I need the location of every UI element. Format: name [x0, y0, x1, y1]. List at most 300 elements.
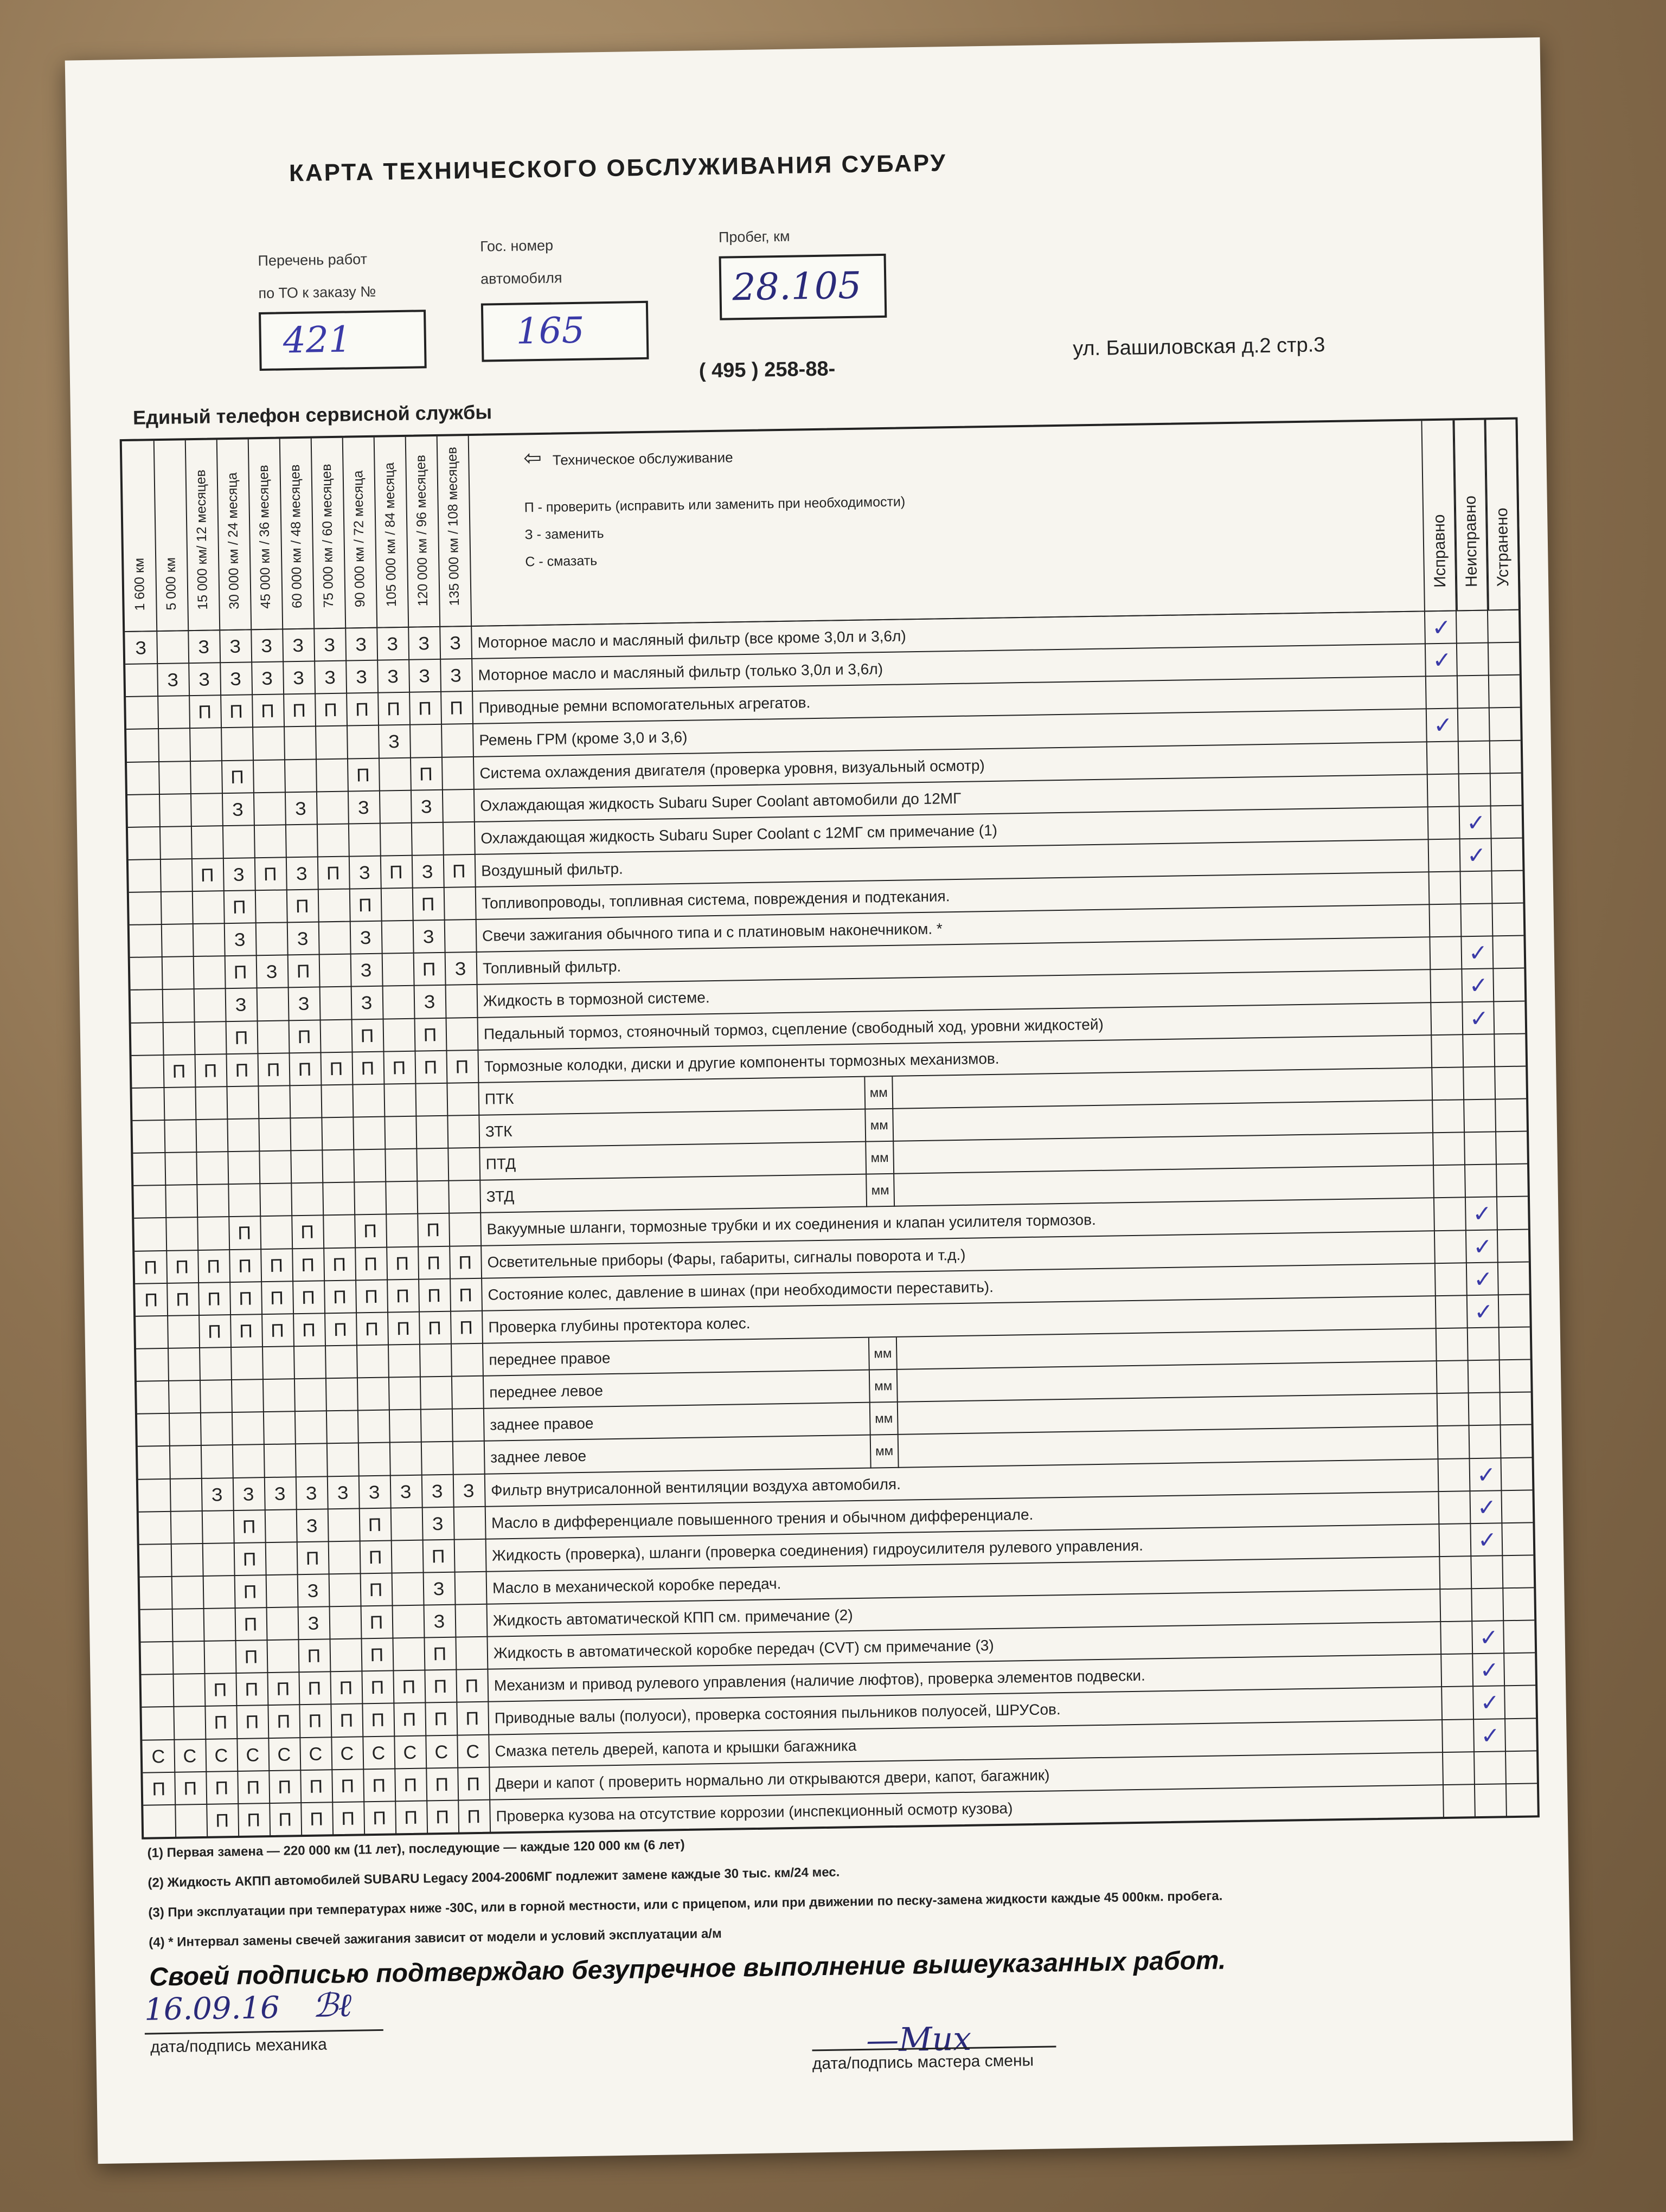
interval-cell — [347, 726, 380, 759]
interval-cell — [416, 1149, 449, 1182]
interval-cell: П — [286, 890, 319, 923]
interval-cell: П — [323, 1248, 356, 1281]
interval-cell: З — [358, 1476, 392, 1509]
status-cell-2[interactable] — [1502, 1555, 1535, 1589]
interval-cell — [190, 794, 223, 827]
interval-header-label: 90 000 км / 72 месяца — [350, 470, 368, 608]
status-cell-2[interactable] — [1489, 708, 1522, 741]
interval-cell: З — [350, 954, 383, 987]
interval-cell — [222, 826, 255, 859]
service-item-description: ПТД — [485, 1155, 516, 1173]
status-cell-0[interactable] — [1442, 1752, 1475, 1785]
status-cell-0[interactable] — [1425, 677, 1458, 710]
status-cell-1[interactable] — [1471, 1621, 1504, 1654]
order-label-1: Перечень работ — [258, 250, 368, 269]
interval-cell: З — [297, 1574, 330, 1607]
interval-cell — [453, 1507, 486, 1540]
status-cell-2[interactable] — [1501, 1458, 1534, 1491]
status-cell-2[interactable] — [1495, 1132, 1528, 1165]
interval-cell — [385, 1182, 418, 1215]
interval-cell — [390, 1508, 424, 1541]
status-cell-2[interactable] — [1494, 1034, 1527, 1067]
status-cell-1[interactable] — [1460, 937, 1494, 970]
status-cell-2[interactable] — [1498, 1295, 1531, 1328]
service-item-description: Жидкость в автоматической коробке передач (CVT) см примечание (3) — [493, 1637, 994, 1662]
status-cell-0[interactable] — [1440, 1654, 1473, 1687]
interval-cell: П — [419, 1312, 452, 1345]
status-cell-2[interactable] — [1492, 969, 1526, 1002]
status-cell-0[interactable] — [1428, 872, 1462, 905]
status-cell-2[interactable] — [1499, 1360, 1532, 1393]
status-cell-0[interactable] — [1438, 1524, 1471, 1557]
service-phone-label: Единый телефон сервисной службы — [132, 401, 492, 429]
status-cell-1[interactable] — [1474, 1784, 1507, 1817]
interval-cell: З — [296, 1477, 329, 1510]
status-cell-1[interactable] — [1456, 611, 1489, 644]
interval-cell — [203, 1576, 236, 1609]
interval-cell — [388, 1345, 421, 1378]
interval-cell: П — [351, 1019, 385, 1052]
status-cell-1[interactable] — [1462, 1034, 1495, 1068]
status-cell-0[interactable] — [1430, 970, 1463, 1003]
status-cell-0[interactable] — [1437, 1426, 1470, 1459]
interval-cell: П — [410, 757, 443, 790]
interval-header-label: 1 600 км — [131, 557, 148, 611]
status-cell-0[interactable] — [1441, 1687, 1474, 1720]
interval-cell — [320, 1020, 353, 1053]
interval-cell: П — [359, 1508, 392, 1541]
status-cell-2[interactable] — [1491, 871, 1524, 904]
status-cell-0[interactable] — [1440, 1622, 1473, 1655]
checkmark-icon: ✓ — [1473, 1298, 1494, 1324]
interval-cell: П — [287, 955, 321, 988]
interval-cell — [129, 892, 162, 925]
status-cell-2[interactable] — [1497, 1262, 1530, 1295]
status-cell-2[interactable] — [1495, 1099, 1528, 1132]
interval-cell: З — [223, 858, 256, 891]
interval-cell: П — [237, 1771, 270, 1804]
interval-cell — [201, 1445, 234, 1478]
interval-cell — [265, 1510, 298, 1543]
interval-cell — [163, 1023, 196, 1056]
interval-cell: П — [166, 1283, 200, 1316]
status-cell-0[interactable] — [1425, 644, 1458, 677]
status-cell-2[interactable] — [1491, 838, 1524, 871]
interval-cell — [200, 1413, 233, 1446]
status-cell-2[interactable] — [1488, 676, 1521, 709]
status-cell-0[interactable] — [1436, 1328, 1469, 1361]
interval-cell — [262, 1379, 296, 1412]
interval-cell — [168, 1348, 201, 1381]
service-phone-number: ( 495 ) 258-88- — [699, 357, 836, 383]
status-cell-1[interactable] — [1464, 1133, 1497, 1166]
mileage-box[interactable] — [719, 254, 887, 320]
status-cell-1[interactable] — [1464, 1165, 1497, 1198]
status-header-2 — [1484, 420, 1520, 610]
status-cell-0[interactable] — [1432, 1100, 1465, 1133]
status-cell-1[interactable] — [1473, 1752, 1507, 1785]
legend-lubricate: С - смазать — [525, 553, 598, 570]
service-item-description: Проверка глубины протектора колес. — [488, 1314, 751, 1336]
status-cell-2[interactable] — [1502, 1588, 1535, 1621]
interval-cell: П — [166, 1251, 199, 1284]
status-cell-1[interactable] — [1472, 1654, 1505, 1687]
interval-cell: П — [289, 1053, 322, 1086]
status-cell-2[interactable] — [1489, 741, 1522, 774]
status-cell-0[interactable] — [1441, 1720, 1475, 1753]
status-cell-2[interactable] — [1490, 806, 1523, 839]
interval-cell: П — [230, 1315, 263, 1348]
status-cell-1[interactable] — [1462, 1002, 1495, 1035]
status-cell-2[interactable] — [1496, 1165, 1529, 1198]
interval-cell — [326, 1444, 360, 1477]
interval-cell — [193, 956, 226, 989]
status-header-label: Исправно — [1430, 514, 1450, 588]
status-cell-1[interactable] — [1460, 872, 1493, 905]
interval-cell: П — [450, 1278, 483, 1311]
interval-cell: З — [412, 856, 445, 889]
status-cell-1[interactable] — [1470, 1556, 1503, 1589]
interval-cell: П — [422, 1540, 456, 1573]
checkmark-icon: ✓ — [1476, 1461, 1496, 1488]
status-cell-2[interactable] — [1500, 1425, 1533, 1458]
interval-cell: П — [352, 1052, 385, 1085]
status-cell-0[interactable] — [1428, 905, 1462, 938]
interval-cell — [170, 1512, 203, 1545]
status-cell-2[interactable] — [1504, 1719, 1537, 1752]
interval-cell: П — [252, 695, 285, 728]
status-cell-2[interactable] — [1503, 1621, 1536, 1654]
interval-cell — [262, 1347, 295, 1380]
status-cell-0[interactable] — [1433, 1198, 1466, 1231]
interval-cell — [293, 1346, 326, 1379]
interval-cell: З — [256, 956, 289, 989]
interval-cell: П — [197, 1250, 230, 1283]
interval-cell: П — [293, 1314, 326, 1347]
mileage-label: Пробег, км — [718, 228, 790, 246]
service-item-description: Топливопроводы, топливная система, повреждения и подтекания. — [481, 888, 950, 912]
status-cell-0[interactable] — [1427, 807, 1460, 840]
status-cell-0[interactable] — [1439, 1589, 1472, 1622]
interval-cell — [389, 1410, 422, 1443]
interval-cell: З — [314, 661, 347, 695]
interval-cell — [454, 1540, 487, 1573]
interval-cell — [291, 1184, 324, 1217]
interval-cell — [265, 1542, 298, 1576]
status-cell-2[interactable] — [1500, 1393, 1533, 1426]
interval-cell: З — [233, 1478, 266, 1511]
interval-cell — [328, 1541, 361, 1574]
status-cell-1[interactable] — [1465, 1198, 1498, 1231]
interval-cell — [383, 1084, 416, 1117]
order-label-2: по ТО к заказу № — [258, 283, 376, 302]
plate-label-2: автомобиля — [480, 269, 562, 287]
interval-cell: П — [393, 1703, 426, 1737]
interval-cell — [190, 761, 223, 794]
interval-cell — [170, 1478, 203, 1512]
status-cell-2[interactable] — [1490, 773, 1523, 806]
interval-cell — [136, 1316, 169, 1349]
interval-cell: З — [408, 627, 441, 660]
interval-cell: П — [317, 857, 350, 890]
status-cell-0[interactable] — [1424, 611, 1457, 644]
status-cell-0[interactable] — [1433, 1166, 1466, 1199]
service-item-description: переднее левое — [489, 1382, 604, 1401]
status-cell-0[interactable] — [1439, 1557, 1472, 1590]
interval-cell — [441, 724, 474, 757]
status-cell-2[interactable] — [1505, 1751, 1538, 1784]
status-cell-0[interactable] — [1443, 1785, 1476, 1818]
interval-cell — [226, 1086, 259, 1120]
interval-cell — [204, 1641, 237, 1674]
interval-cell: З — [445, 953, 478, 986]
status-cell-0[interactable] — [1428, 839, 1461, 872]
status-cell-1[interactable] — [1461, 969, 1494, 1002]
interval-cell: П — [386, 1247, 419, 1280]
status-cell-1[interactable] — [1456, 644, 1489, 677]
status-cell-2[interactable] — [1487, 610, 1520, 644]
status-cell-0[interactable] — [1434, 1231, 1467, 1264]
status-cell-0[interactable] — [1426, 742, 1459, 775]
interval-cell: П — [443, 855, 476, 888]
status-cell-1[interactable] — [1470, 1523, 1503, 1557]
interval-cell — [137, 1414, 170, 1447]
interval-cell — [136, 1349, 169, 1382]
interval-cell: П — [267, 1673, 300, 1706]
interval-cell: З — [453, 1474, 486, 1507]
interval-cell: З — [413, 921, 446, 954]
checkmark-icon: ✓ — [1433, 712, 1453, 738]
interval-cell — [197, 1218, 230, 1251]
status-cell-1[interactable] — [1457, 676, 1490, 709]
status-cell-1[interactable] — [1458, 774, 1491, 807]
status-cell-1[interactable] — [1467, 1328, 1500, 1361]
mechanic-signature-caption: дата/подпись механика — [150, 2035, 327, 2056]
order-number-box[interactable] — [259, 310, 427, 371]
status-cell-1[interactable] — [1463, 1099, 1496, 1133]
status-cell-2[interactable] — [1498, 1327, 1532, 1360]
status-cell-1[interactable] — [1459, 839, 1492, 872]
interval-cell — [384, 1117, 417, 1150]
service-item-description: Свечи зажигания обычного типа и с платиновым наконечником. * — [482, 920, 943, 944]
interval-cell — [156, 631, 189, 664]
interval-cell — [322, 1150, 355, 1184]
status-cell-1[interactable] — [1472, 1687, 1505, 1720]
interval-cell — [169, 1413, 202, 1446]
interval-cell: П — [233, 1510, 266, 1544]
interval-cell: З — [439, 627, 472, 660]
interval-cell — [228, 1184, 261, 1217]
interval-cell: З — [264, 1477, 297, 1510]
status-cell-2[interactable] — [1491, 904, 1524, 937]
status-cell-2[interactable] — [1494, 1066, 1527, 1099]
status-cell-1[interactable] — [1460, 904, 1493, 937]
interval-cell: З — [422, 1507, 455, 1540]
interval-cell: П — [225, 956, 258, 989]
plate-number-value: 165 — [516, 309, 585, 352]
service-item-description: ПТК — [484, 1090, 514, 1108]
status-cell-0[interactable] — [1436, 1361, 1469, 1394]
checkmark-icon: ✓ — [1479, 1624, 1499, 1651]
service-item-description: Воздушный фильтр. — [481, 860, 624, 879]
interval-cell — [444, 920, 477, 953]
interval-cell — [143, 1805, 176, 1838]
status-cell-1[interactable] — [1465, 1230, 1498, 1263]
interval-cell — [125, 664, 158, 697]
status-cell-0[interactable] — [1435, 1296, 1468, 1329]
service-item-description: ЗТД — [486, 1188, 515, 1205]
interval-cell: П — [204, 1674, 237, 1707]
interval-cell — [322, 1183, 355, 1216]
status-cell-2[interactable] — [1503, 1654, 1536, 1687]
status-cell-1[interactable] — [1469, 1458, 1502, 1491]
status-cell-1[interactable] — [1473, 1719, 1506, 1752]
plate-number-box[interactable] — [481, 301, 649, 362]
status-cell-0[interactable] — [1438, 1459, 1471, 1492]
maintenance-schedule-table — [120, 417, 1540, 1840]
interval-cell: П — [360, 1541, 393, 1574]
checkmark-icon: ✓ — [1480, 1689, 1500, 1716]
interval-cell — [259, 1184, 292, 1217]
signature-statement: Своей подписью подтверждаю безупречное выполнение вышеуказанных работ. — [149, 1946, 1226, 1992]
status-cell-1[interactable] — [1469, 1426, 1502, 1459]
checkmark-icon: ✓ — [1432, 614, 1452, 641]
measurement-unit: мм — [870, 1435, 899, 1468]
interval-cell: П — [174, 1772, 207, 1805]
interval-cell: П — [198, 1315, 232, 1348]
status-cell-0[interactable] — [1430, 1002, 1463, 1036]
status-cell-2[interactable] — [1497, 1230, 1530, 1263]
interval-cell — [289, 1085, 322, 1118]
interval-cell — [451, 1344, 484, 1377]
interval-cell — [294, 1379, 327, 1412]
status-cell-2[interactable] — [1488, 643, 1521, 676]
interval-cell: П — [383, 1051, 416, 1084]
interval-cell — [354, 1182, 387, 1216]
interval-cell: П — [267, 1706, 300, 1739]
status-cell-0[interactable] — [1434, 1263, 1468, 1296]
status-cell-1[interactable] — [1458, 741, 1491, 774]
service-item-description: Двери и капот ( проверить нормально ли открываются двери, капот, багажник) — [495, 1766, 1050, 1792]
interval-header-label: 135 000 км / 108 месяцев — [444, 446, 463, 606]
status-cell-1[interactable] — [1471, 1589, 1504, 1622]
status-cell-0[interactable] — [1438, 1491, 1471, 1525]
status-cell-2[interactable] — [1501, 1490, 1534, 1523]
interval-cell: П — [191, 859, 225, 892]
interval-cell — [421, 1442, 454, 1475]
interval-cell: П — [363, 1769, 396, 1802]
status-cell-1[interactable] — [1459, 806, 1492, 839]
status-cell-0[interactable] — [1431, 1068, 1464, 1101]
interval-cell: П — [134, 1251, 168, 1284]
header-arrow-caption — [523, 442, 733, 471]
interval-cell — [348, 824, 381, 857]
status-cell-0[interactable] — [1437, 1393, 1470, 1426]
status-cell-1[interactable] — [1469, 1491, 1502, 1524]
interval-cell — [137, 1381, 170, 1414]
interval-cell — [200, 1380, 233, 1413]
interval-cell — [194, 1022, 227, 1055]
interval-cell: З — [188, 631, 221, 664]
interval-cell — [254, 825, 287, 858]
interval-cell: З — [351, 987, 384, 1020]
interval-header-label: 5 000 км — [163, 557, 180, 610]
interval-cell — [392, 1573, 425, 1606]
interval-cell — [167, 1316, 200, 1349]
service-item-description: Осветительные приборы (Фары, габариты, сигналы поворота и т.д.) — [487, 1246, 966, 1271]
status-cell-1[interactable] — [1457, 709, 1490, 742]
footnotes — [93, 1823, 1569, 1971]
checkmark-icon: ✓ — [1466, 809, 1486, 835]
interval-cell — [316, 792, 349, 825]
interval-cell — [133, 1153, 166, 1186]
status-cell-2[interactable] — [1501, 1523, 1534, 1556]
status-cell-1[interactable] — [1468, 1393, 1501, 1426]
interval-cell: П — [297, 1542, 330, 1575]
interval-cell — [132, 1088, 165, 1121]
status-header-label: Устранено — [1492, 507, 1513, 587]
status-cell-1[interactable] — [1468, 1360, 1501, 1393]
checkmark-icon: ✓ — [1472, 1200, 1492, 1227]
service-item-description: Жидкость автоматической КПП см. примечание (2) — [492, 1606, 853, 1629]
interval-cell — [326, 1411, 359, 1444]
interval-cell: С — [142, 1740, 175, 1773]
status-cell-1[interactable] — [1466, 1263, 1499, 1296]
interval-cell: З — [327, 1476, 360, 1509]
checkmark-icon: ✓ — [1473, 1266, 1493, 1292]
status-cell-1[interactable] — [1466, 1295, 1500, 1328]
interval-cell — [230, 1347, 264, 1380]
interval-cell: П — [394, 1769, 427, 1802]
interval-cell: П — [135, 1284, 168, 1317]
interval-cell: П — [458, 1801, 491, 1834]
checkmark-icon: ✓ — [1479, 1657, 1500, 1683]
interval-cell: П — [413, 953, 446, 986]
status-cell-2[interactable] — [1504, 1686, 1537, 1719]
service-item-description: Топливный фильтр. — [482, 958, 621, 978]
service-address: ул. Башиловская д.2 стр.3 — [1072, 333, 1325, 361]
status-cell-0[interactable] — [1426, 709, 1459, 742]
service-item-description: Моторное масло и масляный фильтр (только 3,0л и 3,6л) — [478, 660, 883, 684]
status-cell-0[interactable] — [1432, 1133, 1465, 1166]
interval-cell — [221, 728, 254, 761]
status-cell-2[interactable] — [1492, 936, 1525, 969]
status-cell-0[interactable] — [1429, 937, 1462, 970]
interval-cell: П — [163, 1055, 196, 1088]
interval-header-4 — [248, 439, 283, 629]
interval-cell: П — [268, 1771, 302, 1804]
measurement-unit: мм — [869, 1403, 899, 1436]
status-cell-0[interactable] — [1431, 1035, 1464, 1068]
status-cell-1[interactable] — [1463, 1067, 1496, 1100]
status-cell-0[interactable] — [1427, 774, 1460, 807]
order-number-value: 421 — [283, 318, 352, 362]
interval-cell: П — [228, 1217, 261, 1250]
status-cell-2[interactable] — [1493, 1001, 1526, 1034]
interval-cell — [420, 1410, 453, 1443]
interval-cell: П — [426, 1801, 459, 1834]
interval-cell: З — [283, 662, 316, 695]
interval-cell — [392, 1606, 425, 1639]
interval-cell: П — [206, 1772, 239, 1805]
interval-cell — [203, 1609, 236, 1642]
interval-cell: С — [205, 1739, 238, 1772]
interval-cell: П — [321, 1052, 354, 1085]
status-cell-2[interactable] — [1496, 1197, 1529, 1230]
status-cell-2[interactable] — [1505, 1784, 1539, 1817]
interval-cell — [258, 1118, 291, 1152]
interval-cell: З — [350, 922, 383, 955]
